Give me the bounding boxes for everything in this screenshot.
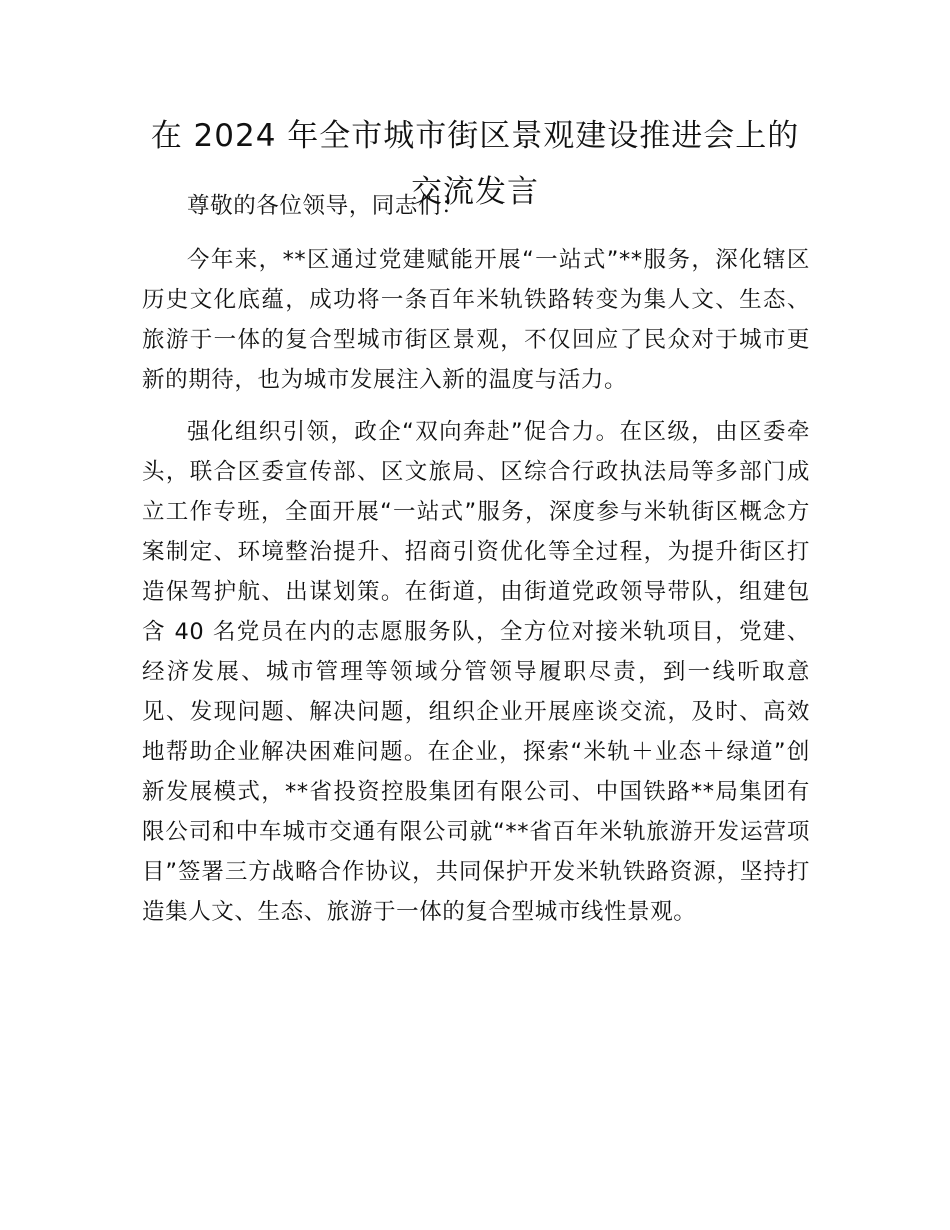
paragraph-organization: 强化组织引领，政企“双向奔赴”促合力。在区级，由区委牵头，联合区委宣传部、区文旅局、区综合行政执法局等多部门成立工作专班，全面开展“一站式”服务，深度参与米轨街区概念方案制定、环境整治提升、招商引资优化等全过程，为提升街区打造保驾护航、出谋划策。在街道，由街道党政领导带队，组建包含 40 名党员在内的志愿服务队，全方位对接米轨项目，党建、经济发展、城市管理等领域分管领导履职尽责，到一线听取意见、发现问题、解决问题，组织企业开展座谈交流，及时、高效地帮助企业解决困难问题。在企业，探索“米轨＋业态＋绿道”创新发展模式，**省投资控股集团有限公司、中国铁路**局集团有限公司和中车城市交通有限公司就“**省百年米轨旅游开发运营项目”签署三方战略合作协议，共同保护开发米轨铁路资源，坚持打造集人文、生态、旅游于一体的复合型城市线性景观。 [142,419,810,925]
paragraph-intro: 今年来，**区通过党建赋能开展“一站式”**服务，深化辖区历史文化底蕴，成功将一条百年米轨铁路转变为集人文、生态、旅游于一体的复合型城市街区景观，不仅回应了民众对于城市更新的期待，也为城市发展注入新的温度与活力。 [142,247,810,393]
title-line-2: 交流发言 [411,174,539,210]
salutation: 尊敬的各位领导，同志们： [187,193,465,219]
title-line-1: 在 2024 年全市城市街区景观建设推进会上的 [150,118,800,154]
document-body [142,186,810,932]
